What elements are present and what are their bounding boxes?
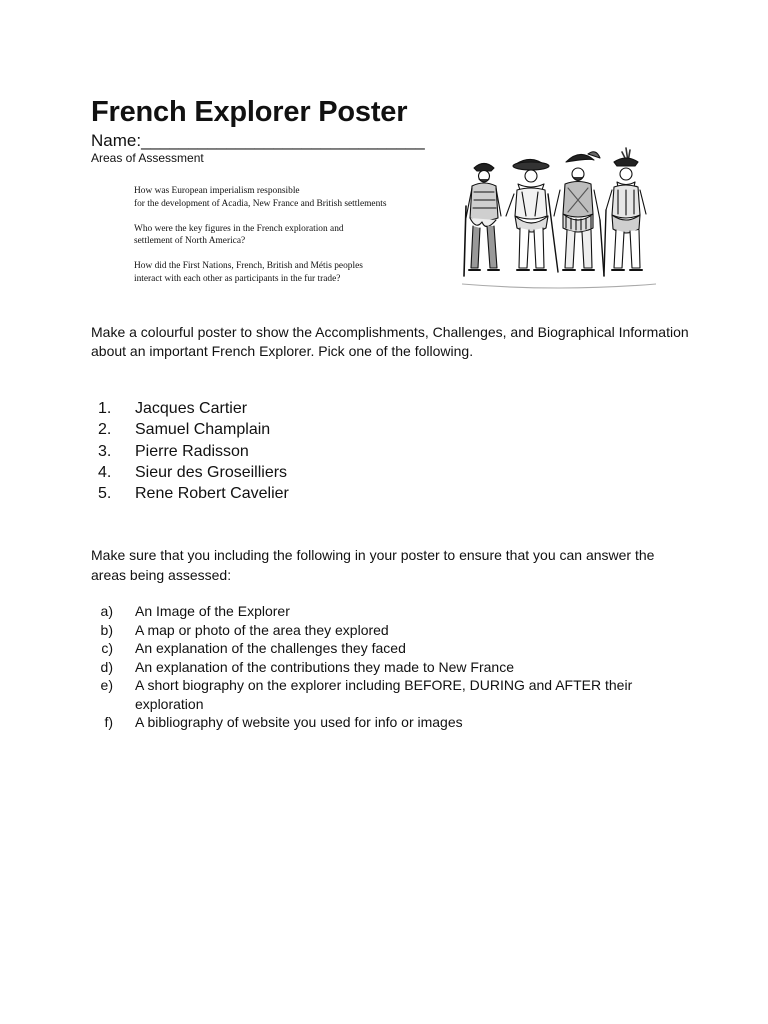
explorer-figure [604, 148, 646, 276]
list-item: 2. Samuel Champlain [98, 421, 271, 439]
list-item: 4. Sieur des Groseilliers [98, 463, 288, 481]
poster-requirements-list [91, 602, 691, 732]
explorer-name: Sieur des Groseilliers [135, 463, 288, 481]
assessment-question: Who were the key figures in the French exploration and settlement of North America? [134, 223, 344, 246]
name-field-line: Name:______________________________ [91, 131, 425, 150]
list-item: 5. Rene Robert Cavelier [98, 485, 289, 503]
assessment-question: How was European imperialism responsible for the development of Acadia, New France and British settlements [134, 186, 387, 209]
requirement-text: A map or photo of the area they explored [135, 621, 389, 638]
page-title: French Explorer Poster [91, 96, 408, 128]
list-item: b) A map or photo of the area they explored [100, 621, 389, 638]
requirement-text: An explanation of the challenges they faced [135, 640, 406, 656]
explorer-figure [506, 159, 558, 272]
explorer-figure [464, 164, 501, 277]
areas-of-assessment-heading: Areas of Assessment [91, 151, 204, 165]
requirements-intro: Make sure that you including the following in your poster to ensure that you can answer the areas being assessed: [91, 547, 655, 583]
explorer-name: Pierre Radisson [135, 442, 249, 460]
intro-paragraph: Make a colourful poster to show the Accomplishments, Challenges, and Biographical Information about an important French Explorer. Pick one of the following. [91, 324, 689, 359]
requirement-text: A bibliography of website you used for info or images [135, 714, 463, 730]
list-item: c) An explanation of the challenges they faced [101, 640, 406, 656]
list-item: f) A bibliography of website you used for info or images [104, 714, 463, 730]
list-item: d) An explanation of the contributions they made to New France [100, 658, 514, 675]
list-item: a) An Image of the Explorer [100, 603, 290, 619]
explorers-illustration [462, 146, 656, 304]
list-item: e) A short biography on the explorer including BEFORE, DURING and AFTER their exploration [100, 677, 633, 712]
requirement-text: An explanation of the contributions they made to New France [135, 658, 514, 675]
list-item: 1. Jacques Cartier [98, 400, 248, 417]
explorer-name: Samuel Champlain [135, 421, 271, 439]
explorer-name: Rene Robert Cavelier [135, 485, 289, 503]
assessment-questions [134, 185, 434, 298]
explorer-name: Jacques Cartier [135, 400, 248, 417]
explorer-figure [554, 152, 604, 276]
list-item: 3. Pierre Radisson [98, 442, 249, 460]
requirement-text: An Image of the Explorer [135, 603, 290, 619]
requirement-text: A short biography on the explorer including BEFORE, DURING and AFTER their exploration [135, 677, 633, 712]
explorer-choices-list [91, 398, 289, 504]
assessment-question: How did the First Nations, French, British and Métis peoples interact with each other as participants in the fur trade? [134, 261, 363, 284]
